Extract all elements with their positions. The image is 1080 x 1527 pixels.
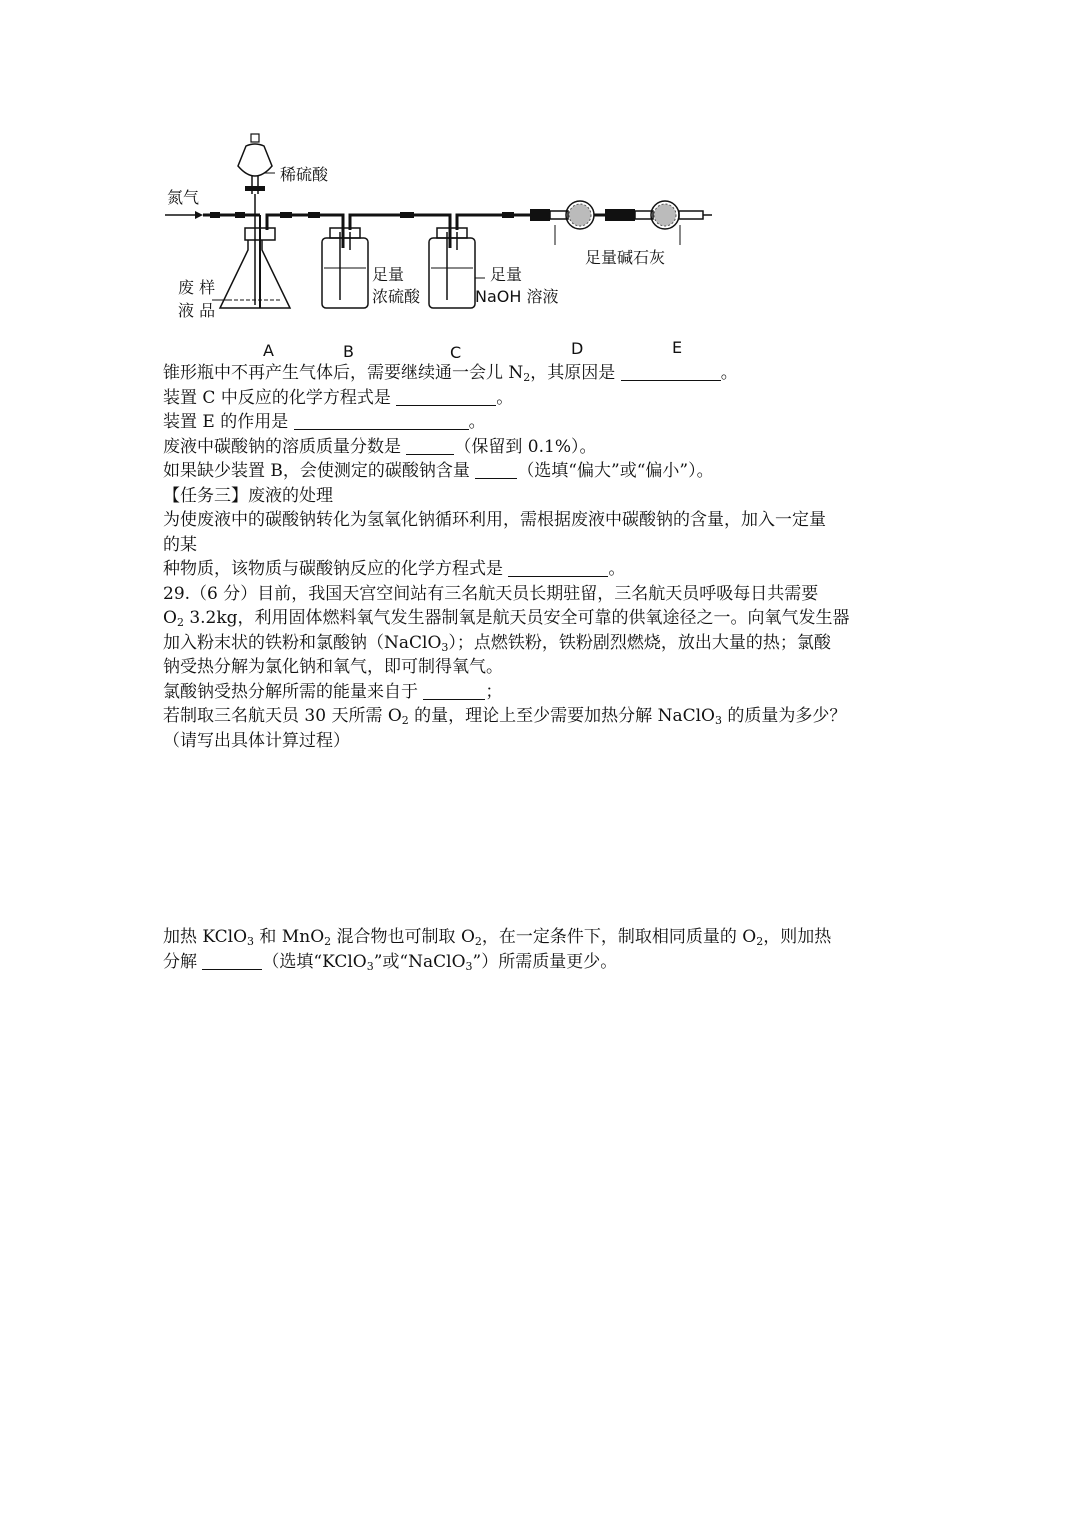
b-label-1: 足量 (372, 265, 405, 284)
answer-blank[interactable] (396, 388, 496, 406)
b-label-2: 浓硫酸 (372, 287, 421, 306)
q29-line-8: 加热 KClO$_3$ 和 MnO$_2$ 混合物也可制取 $O_2$，在一定条件下，制取相同质量的 $O_2$，则加热 (163, 927, 832, 948)
q29-line-1: 29.（6 分）目前，我国天宫空间站有三名航天员长期驻留，三名航天员呼吸每日共需要 (163, 583, 819, 604)
letter-a: A (263, 341, 274, 360)
line-3: 装置 E 的作用是 。 (163, 412, 486, 432)
arrow-head (195, 211, 203, 219)
nitrogen-label: 氮气 (167, 188, 200, 207)
letter-c: C (450, 343, 462, 362)
q29-line-7: （请写出具体计算过程） (163, 730, 350, 751)
line-8: 的某 (163, 534, 197, 555)
task-three-heading: 【任务三】废液的处理 (163, 485, 333, 506)
soda-lime-label: 足量碱石灰 (585, 248, 666, 267)
q29-line-5: 氯酸钠受热分解所需的能量来自于 ； (163, 681, 503, 702)
apparatus-diagram (150, 120, 750, 365)
separatory-funnel (238, 144, 272, 176)
answer-blank[interactable] (406, 437, 454, 455)
q29-line-3: 加入粉末状的铁粉和氯酸钠（NaClO$_3$）；点燃铁粉，铁粉剧烈燃烧，放出大量的热；氯酸 (163, 632, 831, 654)
bottle-b (322, 238, 368, 308)
line-9: 种物质，该物质与碳酸钠反应的化学方程式是 。 (163, 559, 626, 579)
answer-blank[interactable] (621, 363, 721, 381)
line-7: 为使废液中的碳酸钠转化为氢氧化钠循环利用，需根据废液中碳酸钠的含量，加入一定量 (163, 510, 826, 530)
answer-blank[interactable] (475, 461, 517, 479)
letter-d: D (571, 339, 584, 358)
letter-b: B (343, 342, 354, 361)
line-1: 锥形瓶中不再产生气体后，需要继续通一会儿 $N_2$，其原因是 。 (163, 363, 738, 384)
q29-line-2: $O_2$ 3.2kg，利用固体燃料氧气发生器制氧是航天员安全可靠的供氧途径之一。向氧气发生器 (163, 608, 850, 629)
line-2: 装置 C 中反应的化学方程式是 。 (163, 387, 514, 408)
line-4: 废液中碳酸钠的溶质质量分数是 （保留到 0.1%）。 (163, 436, 597, 457)
question-text (163, 361, 923, 974)
answer-blank[interactable] (508, 559, 608, 577)
waste-sample-label-2: 液 品 (178, 301, 216, 320)
answer-blank[interactable] (423, 682, 485, 700)
waste-sample-label-1: 废 样 (178, 278, 216, 297)
c-label-1: 足量 (490, 265, 523, 284)
q29-line-9: 分解 （选填“KClO$_3$”或“NaClO$_3$”）所需质量更少。 (163, 951, 618, 973)
bottle-c (429, 238, 475, 308)
q29-line-6: 若制取三名航天员 30 天所需 $O_2$ 的量，理论上至少需要加热分解 NaClO$_3$ 的质量为多少？ (163, 706, 847, 727)
line-5: 如果缺少装置 B，会使测定的碳酸钠含量 （选填“偏大”或“偏小”）。 (163, 461, 714, 481)
q29-line-4: 钠受热分解为氯化钠和氧气，即可制得氧气。 (163, 657, 503, 677)
apparatus-svg (150, 120, 750, 365)
answer-blank[interactable] (202, 952, 262, 970)
answer-blank[interactable] (294, 412, 469, 430)
dilute-acid-label: 稀硫酸 (280, 165, 329, 184)
calculation-space[interactable] (163, 753, 923, 925)
letter-e: E (672, 338, 683, 357)
c-label-2: NaOH 溶液 (475, 287, 559, 306)
